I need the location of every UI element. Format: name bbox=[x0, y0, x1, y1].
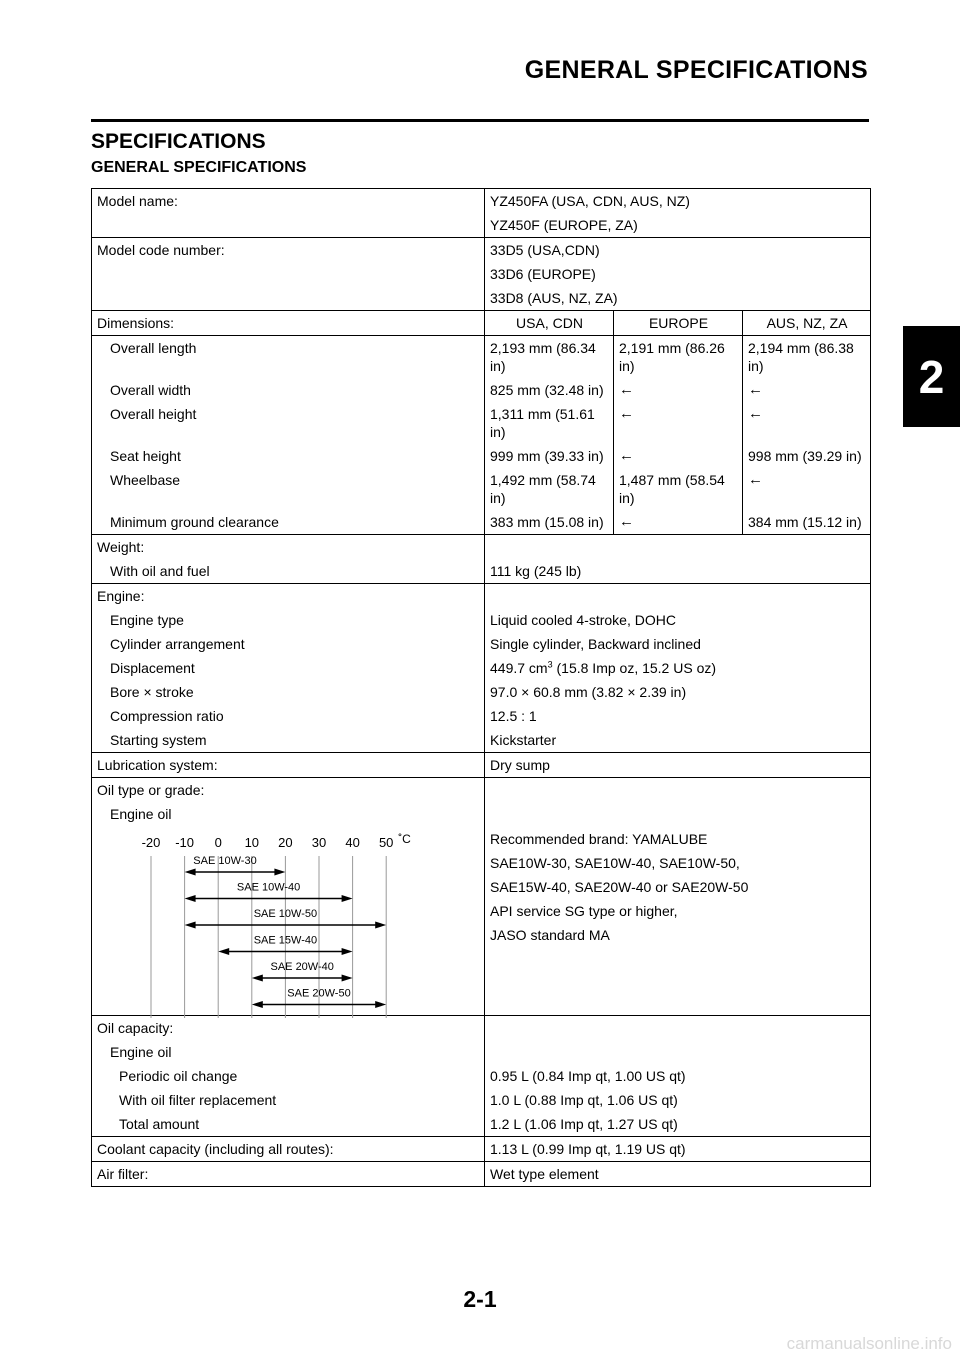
oil-line: Recommended brand: YAMALUBE bbox=[490, 831, 708, 847]
oil-line: SAE15W-40, SAE20W-40 or SAE20W-50 bbox=[490, 879, 749, 895]
table-row bbox=[92, 336, 871, 379]
viscosity-range-label: SAE 10W-40 bbox=[236, 881, 301, 894]
table-row bbox=[92, 1088, 871, 1112]
table-row bbox=[92, 1112, 871, 1137]
table-row bbox=[92, 680, 871, 704]
table-row bbox=[92, 311, 871, 336]
table-row bbox=[92, 778, 871, 803]
table-row bbox=[92, 608, 871, 632]
spec-value: Dry sump bbox=[485, 753, 871, 778]
table-row bbox=[92, 444, 871, 468]
spec-label: Model name: bbox=[92, 189, 485, 214]
chart-tick-label: 10 bbox=[244, 835, 260, 850]
spec-label: Oil capacity: bbox=[92, 1016, 485, 1041]
spec-label: Bore × stroke bbox=[92, 680, 485, 704]
spec-label: Displacement bbox=[92, 656, 485, 680]
spec-label: Overall height bbox=[92, 402, 485, 444]
spec-label: Overall width bbox=[92, 378, 485, 402]
spec-label: Wheelbase bbox=[92, 468, 485, 510]
displacement-conversion: (15.8 Imp oz, 15.2 US oz) bbox=[552, 660, 717, 676]
spec-value: 384 mm (15.12 in) bbox=[743, 510, 871, 535]
table-row bbox=[92, 468, 871, 510]
spec-label: Starting system bbox=[92, 728, 485, 753]
displacement-number: 449.7 cm bbox=[490, 660, 548, 676]
table-row bbox=[92, 262, 871, 286]
spec-value: YZ450F (EUROPE, ZA) bbox=[485, 213, 871, 238]
table-row bbox=[92, 559, 871, 584]
chart-unit-label: ˚C bbox=[398, 832, 411, 846]
spec-value: Wet type element bbox=[485, 1162, 871, 1187]
oil-line: SAE10W-30, SAE10W-40, SAE10W-50, bbox=[490, 855, 740, 871]
section-title: SPECIFICATIONS bbox=[91, 130, 266, 153]
bar-right-arrow bbox=[375, 922, 386, 929]
spec-value: 111 kg (245 lb) bbox=[485, 559, 871, 584]
spec-value: 12.5 : 1 bbox=[485, 704, 871, 728]
table-row bbox=[92, 1137, 871, 1162]
spec-value: Liquid cooled 4-stroke, DOHC bbox=[485, 608, 871, 632]
spec-label: Oil type or grade: bbox=[92, 778, 485, 803]
subsection-title: GENERAL SPECIFICATIONS bbox=[91, 159, 307, 176]
chart-tick-label: 20 bbox=[278, 835, 293, 850]
spec-label: Coolant capacity (including all routes): bbox=[92, 1137, 485, 1162]
chart-tick-label: 30 bbox=[311, 835, 327, 850]
spec-value: YZ450FA (USA, CDN, AUS, NZ) bbox=[485, 189, 871, 214]
chart-tick-label: 40 bbox=[345, 835, 360, 850]
spec-value: 2,191 mm (86.26 in) bbox=[614, 336, 743, 379]
same-as-left-arrow: ← bbox=[614, 444, 743, 468]
bar-right-arrow bbox=[375, 1001, 386, 1008]
spec-value: 1.2 L (1.06 Imp qt, 1.27 US qt) bbox=[485, 1112, 871, 1137]
oil-viscosity-chart bbox=[92, 826, 485, 1044]
spec-value: 2,194 mm (86.38 in) bbox=[743, 336, 871, 379]
chart-tick-label: 50 bbox=[378, 835, 394, 850]
spec-value: 383 mm (15.08 in) bbox=[485, 510, 614, 535]
spec-value: 825 mm (32.48 in) bbox=[485, 378, 614, 402]
spec-label: Engine oil bbox=[92, 1040, 485, 1064]
table-row bbox=[92, 213, 871, 238]
viscosity-range-label: SAE 15W-40 bbox=[253, 934, 318, 947]
table-row bbox=[92, 704, 871, 728]
chapter-tab: 2 bbox=[903, 326, 960, 427]
spec-label: Air filter: bbox=[92, 1162, 485, 1187]
bar-left-arrow bbox=[185, 895, 196, 902]
column-header: EUROPE bbox=[614, 311, 743, 336]
table-row bbox=[92, 656, 871, 680]
header-rule bbox=[91, 119, 869, 122]
chart-tick-label: -10 bbox=[175, 835, 194, 850]
bar-left-arrow bbox=[185, 869, 196, 876]
bar-left-arrow bbox=[218, 948, 229, 955]
spec-label: Weight: bbox=[92, 535, 485, 560]
column-header: AUS, NZ, ZA bbox=[743, 311, 871, 336]
viscosity-range-label: SAE 20W-40 bbox=[270, 961, 334, 973]
table-row bbox=[92, 826, 871, 1016]
table-row bbox=[92, 286, 871, 311]
spec-value bbox=[485, 656, 871, 680]
spec-value: 1,311 mm (51.61 in) bbox=[485, 402, 614, 444]
spec-value: 999 mm (39.33 in) bbox=[485, 444, 614, 468]
spec-label: Lubrication system: bbox=[92, 753, 485, 778]
bar-left-arrow bbox=[252, 1001, 263, 1008]
spec-label: Seat height bbox=[92, 444, 485, 468]
same-as-left-arrow: ← bbox=[743, 468, 871, 510]
spec-value: 1.0 L (0.88 Imp qt, 1.06 US qt) bbox=[485, 1088, 871, 1112]
same-as-left-arrow: ← bbox=[614, 510, 743, 535]
chart-tick-label: -20 bbox=[141, 835, 161, 850]
table-row bbox=[92, 378, 871, 402]
spec-value: Kickstarter bbox=[485, 728, 871, 753]
cubic-superscript: 3 bbox=[547, 659, 553, 670]
same-as-left-arrow: ← bbox=[743, 378, 871, 402]
table-row bbox=[92, 189, 871, 214]
spec-label: Minimum ground clearance bbox=[92, 510, 485, 535]
spec-label: Dimensions: bbox=[92, 311, 485, 336]
spec-value: 1.13 L (0.99 Imp qt, 1.19 US qt) bbox=[485, 1137, 871, 1162]
table-row bbox=[92, 728, 871, 753]
page-header-title: GENERAL SPECIFICATIONS bbox=[524, 56, 868, 84]
spec-label: Cylinder arrangement bbox=[92, 632, 485, 656]
oil-line: JASO standard MA bbox=[490, 927, 610, 943]
page-number: 2-1 bbox=[463, 1286, 497, 1312]
chart-tick-label: 0 bbox=[214, 835, 222, 850]
spec-label: Engine type bbox=[92, 608, 485, 632]
same-as-left-arrow: ← bbox=[614, 402, 743, 444]
same-as-left-arrow: ← bbox=[614, 378, 743, 402]
bar-left-arrow bbox=[252, 975, 263, 982]
spec-label: Total amount bbox=[92, 1112, 485, 1137]
bar-left-arrow bbox=[185, 922, 196, 929]
table-row bbox=[92, 402, 871, 444]
spec-label: Engine: bbox=[92, 584, 485, 609]
column-header: USA, CDN bbox=[485, 311, 614, 336]
spec-label: With oil and fuel bbox=[92, 559, 485, 584]
spec-value: 0.95 L (0.84 Imp qt, 1.00 US qt) bbox=[485, 1064, 871, 1088]
same-as-left-arrow: ← bbox=[743, 402, 871, 444]
viscosity-range-label: SAE 10W-30 bbox=[193, 855, 257, 867]
watermark: carmanualsonline.info bbox=[786, 1334, 952, 1353]
spec-value: 2,193 mm (86.34 in) bbox=[485, 336, 614, 379]
viscosity-range-label: SAE 10W-50 bbox=[253, 908, 318, 920]
bar-right-arrow bbox=[342, 975, 353, 982]
spec-value: 33D8 (AUS, NZ, ZA) bbox=[485, 286, 871, 311]
spec-value: 998 mm (39.29 in) bbox=[743, 444, 871, 468]
table-row bbox=[92, 238, 871, 263]
spec-value: Single cylinder, Backward inclined bbox=[485, 632, 871, 656]
spec-value: 97.0 × 60.8 mm (3.82 × 2.39 in) bbox=[485, 680, 871, 704]
table-row bbox=[92, 584, 871, 609]
table-row bbox=[92, 1162, 871, 1187]
table-row bbox=[92, 753, 871, 778]
table-row bbox=[92, 510, 871, 535]
spec-value: 33D5 (USA,CDN) bbox=[485, 238, 871, 263]
spec-label: Compression ratio bbox=[92, 704, 485, 728]
spec-label: Periodic oil change bbox=[92, 1064, 485, 1088]
spec-label: Engine oil bbox=[92, 802, 485, 826]
spec-table bbox=[91, 188, 871, 1187]
spec-value: 1,492 mm (58.74 in) bbox=[485, 468, 614, 510]
table-row bbox=[92, 535, 871, 560]
viscosity-range-label: SAE 20W-50 bbox=[287, 987, 351, 1000]
bar-right-arrow bbox=[274, 869, 285, 876]
table-row bbox=[92, 1064, 871, 1088]
spec-label: Model code number: bbox=[92, 238, 485, 263]
table-row bbox=[92, 802, 871, 826]
spec-value: 33D6 (EUROPE) bbox=[485, 262, 871, 286]
oil-recommendation bbox=[485, 826, 871, 1016]
spec-label: With oil filter replacement bbox=[92, 1088, 485, 1112]
oil-line: API service SG type or higher, bbox=[490, 903, 678, 919]
oil-viscosity-chart-cell bbox=[92, 826, 485, 1016]
bar-right-arrow bbox=[342, 948, 353, 955]
table-row bbox=[92, 632, 871, 656]
spec-value: 1,487 mm (58.54 in) bbox=[614, 468, 743, 510]
bar-right-arrow bbox=[342, 895, 353, 902]
spec-label: Overall length bbox=[92, 336, 485, 379]
